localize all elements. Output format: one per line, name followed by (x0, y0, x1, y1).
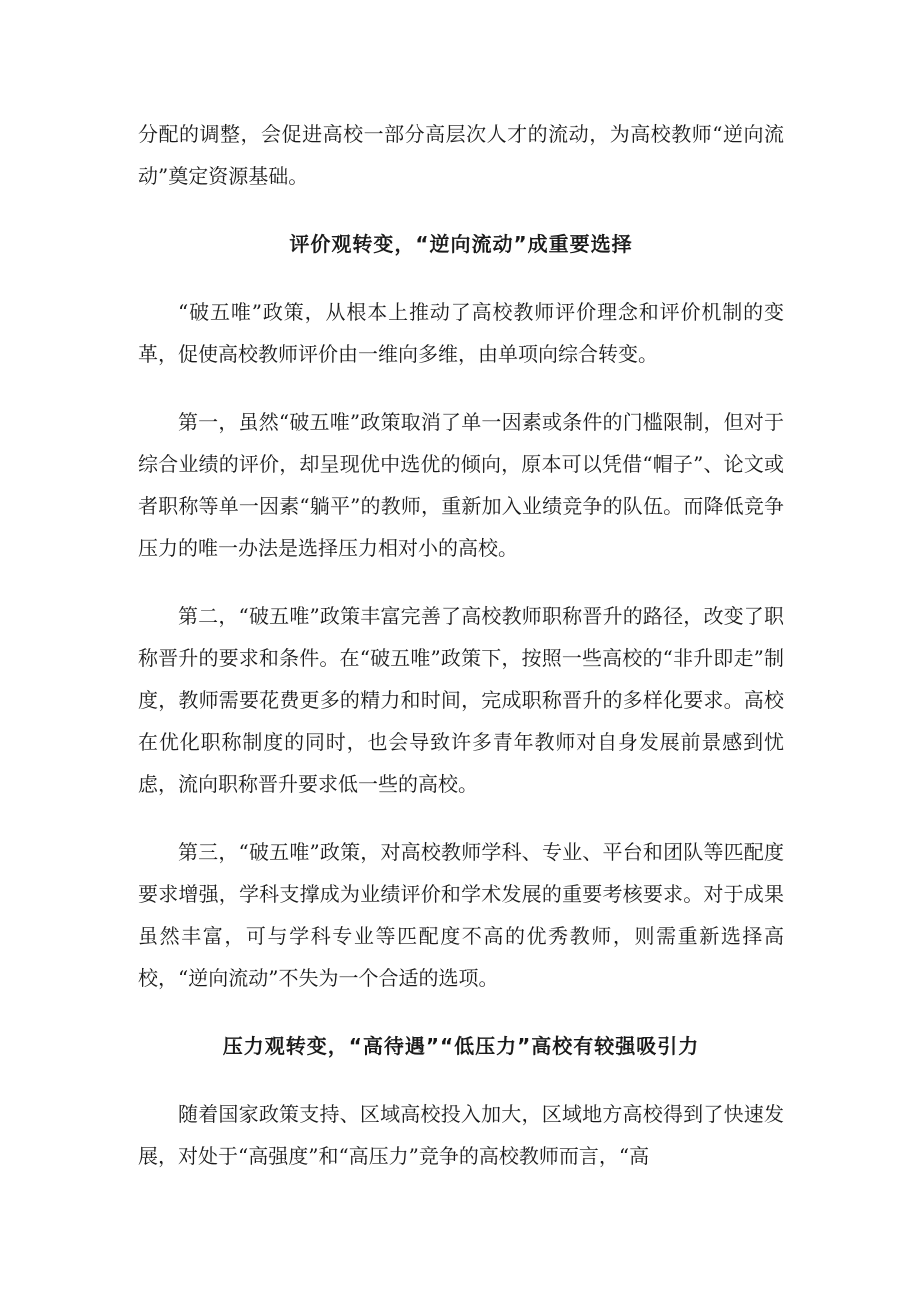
paragraph: 随着国家政策支持、区域高校投入加大，区域地方高校得到了快速发展，对处于“高强度”和“高压力”竞争的高校教师而言，“高 (138, 1102, 784, 1168)
paragraph: 分配的调整，会促进高校一部分高层次人才的流动，为高校教师“逆向流动”奠定资源基础。 (138, 122, 784, 188)
section-heading: 压力观转变，“高待遇”“低压力”高校有较强吸引力 (222, 1034, 700, 1058)
paragraph: 第一，虽然“破五唯”政策取消了单一因素或条件的门槛限制，但对于综合业绩的评价，却呈现优中选优的倾向，原本可以凭借“帽子”、论文或者职称等单一因素“躺平”的教师，重新加入业绩竞争的队伍。而降低竞争压力的唯一办法是选择压力相对小的高校。 (138, 410, 784, 560)
section-heading: 评价观转变，“逆向流动”成重要选择 (289, 232, 633, 256)
paragraph: 第二，“破五唯”政策丰富完善了高校教师职称晋升的路径，改变了职称晋升的要求和条件。在“破五唯”政策下，按照一些高校的“非升即走”制度，教师需要花费更多的精力和时间，完成职称晋升的多样化要求。高校在优化职称制度的同时，也会导致许多青年教师对自身发展前景感到忧虑，流向职称晋升要求低一些的高校。 (138, 604, 784, 796)
paragraph: “破五唯”政策，从根本上推动了高校教师评价理念和评价机制的变革，促使高校教师评价由一维向多维，由单项向综合转变。 (138, 300, 784, 366)
paragraph: 第三，“破五唯”政策，对高校教师学科、专业、平台和团队等匹配度要求增强，学科支撑成为业绩评价和学术发展的重要考核要求。对于成果虽然丰富，可与学科专业等匹配度不高的优秀教师，则需重新选择高校，“逆向流动”不失为一个合适的选项。 (138, 840, 784, 990)
document-page (138, 113, 784, 1203)
